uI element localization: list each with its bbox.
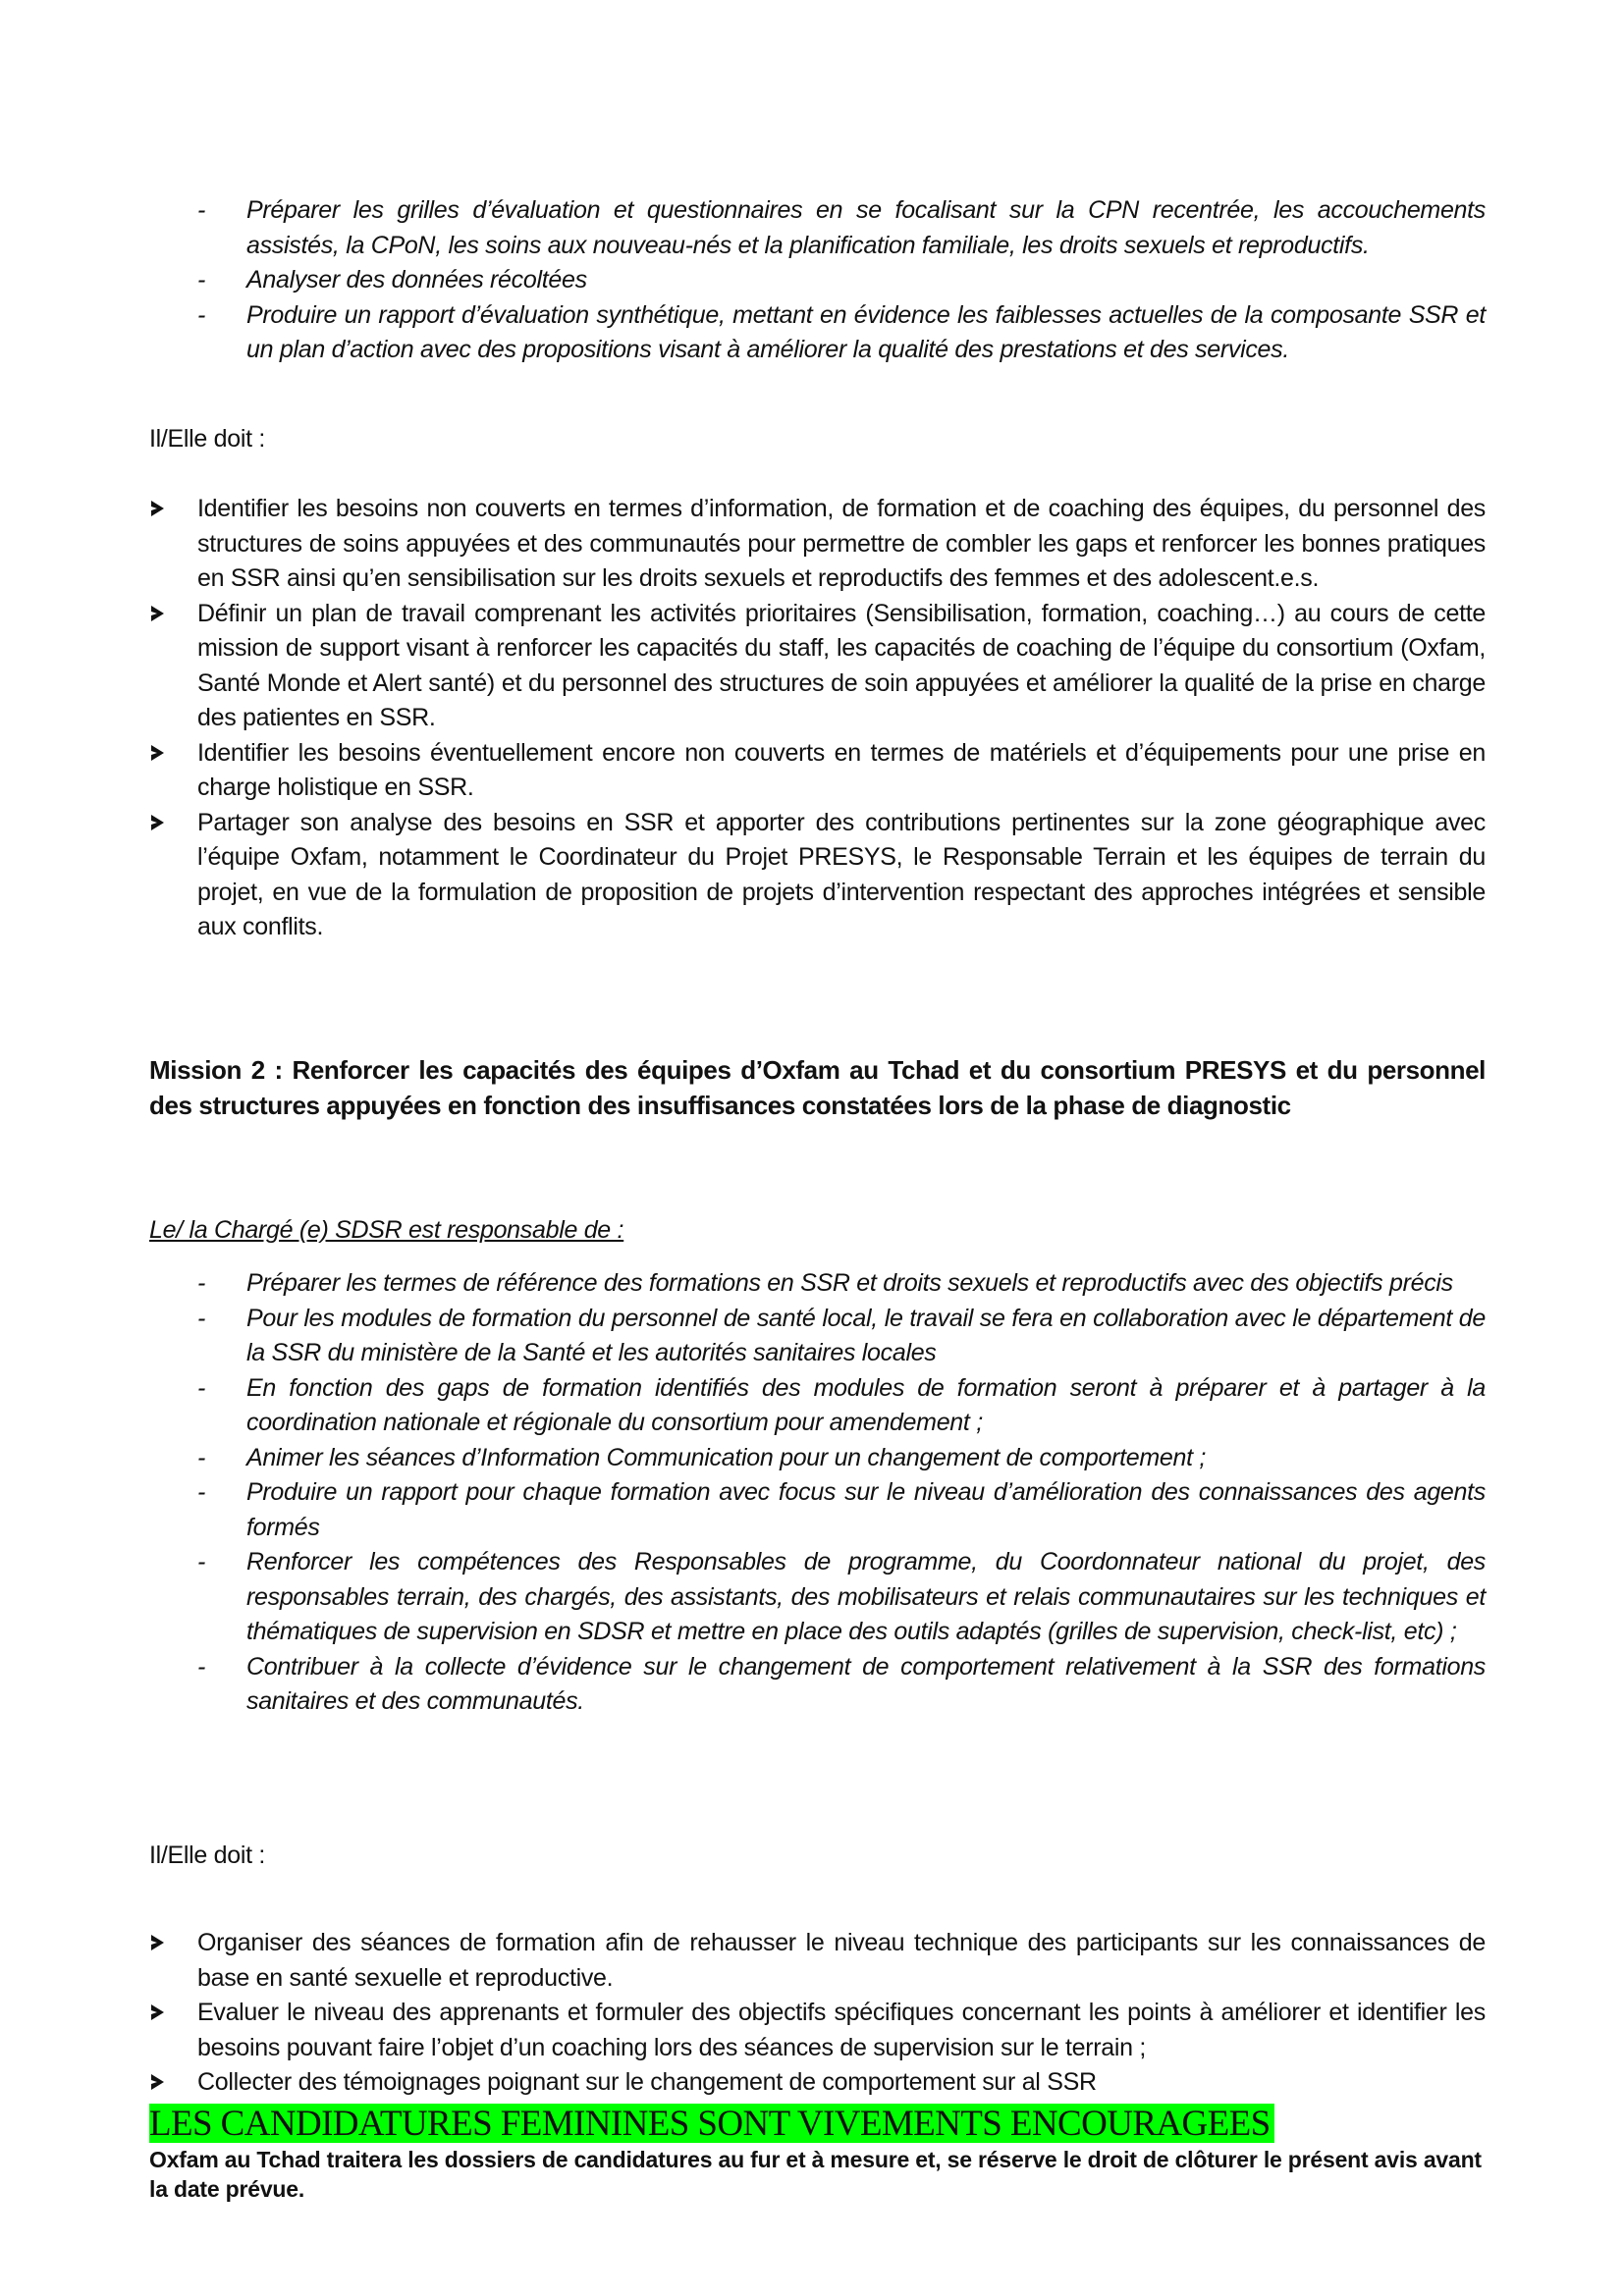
arrow-bullet-icon — [151, 2004, 164, 2020]
list-item: Partager son analyse des besoins en SSR et apporter des contributions pertinentes sur la zone géographique avec l’équipe Oxfam, notamment le Coordinateur du Projet PRESYS, le Responsable Terrain et les équipes de terrain du projet, en vue de la formulation de proposition de projets d’intervention respectant des approches intégrées et sensible aux conflits. — [149, 806, 1486, 945]
responsible-label: Le/ la Chargé (e) SDSR est responsable de : — [149, 1216, 624, 1244]
list-item: Identifier les besoins éventuellement encore non couverts en termes de matériels et d’équipements pour une prise en charge holistique en SSR. — [149, 736, 1486, 806]
list-item: - Préparer les termes de référence des formations en SSR et droits sexuels et reproductifs avec des objectifs précis — [191, 1266, 1486, 1302]
list-item: - Produire un rapport d’évaluation synthétique, mettant en évidence les faiblesses actuelles de la composante SSR et un plan d’action avec des propositions visant à améliorer la qualité des prestations et des services. — [191, 298, 1486, 368]
arrow-bullet-icon — [151, 501, 164, 516]
dash-bullet: - — [197, 266, 206, 294]
must-label: Il/Elle doit : — [149, 1842, 266, 1869]
arrow-bullet-icon — [151, 745, 164, 761]
evaluation-task-list — [191, 193, 1486, 368]
list-item: - Contribuer à la collecte d’évidence sur le changement de comportement relativement à la SSR des formations sanitaires et des communautés. — [191, 1650, 1486, 1720]
list-item: - En fonction des gaps de formation identifiés des modules de formation seront à préparer et à partager à la coordination nationale et régionale du consortium pour amendement ; — [191, 1371, 1486, 1441]
arrow-bullet-icon — [151, 1935, 164, 1950]
duties-list — [149, 492, 1486, 945]
dash-bullet: - — [197, 1443, 206, 1471]
list-item: - Renforcer les compétences des Responsables de programme, du Coordonnateur national du projet, des responsables terrain, des chargés, des assistants, des mobilisateurs et relais communautaires sur les techniques et thématiques de supervision en SDSR et mettre en place des outils adaptés (grilles de supervision, check-list, etc) ; — [191, 1545, 1486, 1650]
dash-bullet: - — [197, 1373, 206, 1402]
dash-bullet: - — [197, 1304, 206, 1332]
dash-bullet: - — [197, 300, 206, 329]
list-item: Identifier les besoins non couverts en termes d’information, de formation et de coaching des équipes, du personnel des structures de soins appuyées et des communautés pour permettre de combler les gaps et renforcer les bonnes pratiques en SSR ainsi qu’en sensibilisation sur les droits sexuels et reproductifs des femmes et des adolescent.e.s. — [149, 492, 1486, 597]
dash-bullet: - — [197, 1269, 206, 1297]
list-item: Evaluer le niveau des apprenants et formuler des objectifs spécifiques concernant les points à améliorer et identifier les besoins pouvant faire l’objet d’un coaching lors des séances de supervision sur le terrain ; — [149, 1996, 1486, 2065]
mission-2-heading: Mission 2 : Renforcer les capacités des équipes d’Oxfam au Tchad et du consortium PRESYS et du personnel des structures appuyées en fonction des insuffisances constatées lors de la phase de diagnostic — [149, 1055, 1486, 1120]
must-label: Il/Elle doit : — [149, 425, 266, 453]
dash-bullet: - — [197, 1548, 206, 1575]
list-item: Organiser des séances de formation afin de rehausser le niveau technique des participants sur les connaissances de base en santé sexuelle et reproductive. — [149, 1926, 1486, 1996]
list-item: Définir un plan de travail comprenant les activités prioritaires (Sensibilisation, formation, coaching…) au cours de cette mission de support visant à renforcer les capacités du staff, les capacités de coaching de l’équipe du consortium (Oxfam, Santé Monde et Alert santé) et du personnel des structures de soin appuyées et améliorer la qualité de la prise en charge des patientes en SSR. — [149, 597, 1486, 736]
list-item: - Préparer les grilles d’évaluation et questionnaires en se focalisant sur la CPN recentrée, les accouchements assistés, la CPoN, les soins aux nouveau-nés et la planification familiale, les droits sexuels et reproductifs. — [191, 193, 1486, 263]
arrow-bullet-icon — [151, 2074, 164, 2090]
list-item: - Produire un rapport pour chaque formation avec focus sur le niveau d’amélioration des connaissances des agents formés — [191, 1475, 1486, 1545]
list-item: - Analyser des données récoltées — [191, 263, 1486, 298]
mission-2-duties-list — [149, 1926, 1486, 2101]
dash-bullet: - — [197, 1652, 206, 1681]
list-item: Collecter des témoignages poignant sur le changement de comportement sur al SSR — [149, 2065, 1486, 2101]
list-item: - Pour les modules de formation du personnel de santé local, le travail se fera en collaboration avec le département de la SSR du ministère de la Santé et les autorités sanitaires locales — [191, 1302, 1486, 1371]
list-item: - Animer les séances d’Information Communication pour un changement de comportement ; — [191, 1441, 1486, 1476]
dash-bullet: - — [197, 1478, 206, 1506]
mission-2-task-list — [191, 1266, 1486, 1720]
arrow-bullet-icon — [151, 606, 164, 621]
closing-notice: Oxfam au Tchad traitera les dossiers de candidatures au fur et à mesure et, se réserve le droit de clôturer le présent avis avant la date prévue. — [149, 2147, 1482, 2202]
dash-bullet: - — [197, 196, 206, 224]
arrow-bullet-icon — [151, 815, 164, 830]
female-applications-banner: LES CANDIDATURES FEMININES SONT VIVEMENTS ENCOURAGEES — [149, 2104, 1274, 2143]
